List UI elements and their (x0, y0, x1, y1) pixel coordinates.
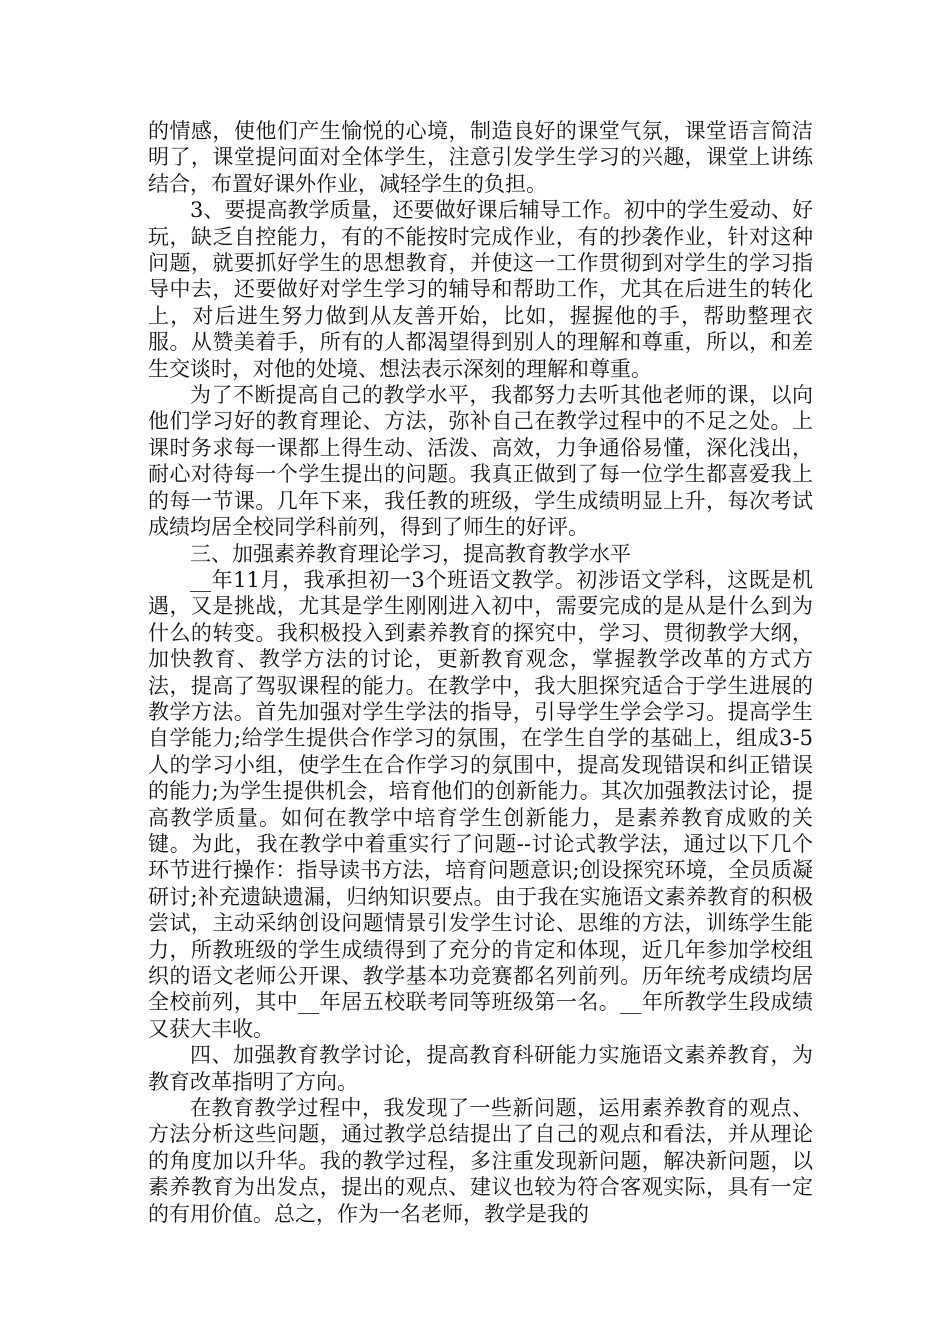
paragraph-7: 在教育教学过程中，我发现了一些新问题，运用素养教育的观点、方法分析这些问题，通过教学总结提出了自己的观点和看法，并从理论的角度加以升华。我的教学过程，多注重发现新问题，解决新问题，以素养教育为出发点，提出的观点、建议也较为符合客观实际，具有一定的有用价值。总之，作为一名老师，教学是我的 (148, 1096, 813, 1226)
document-page (148, 118, 813, 1227)
section-heading-3: 三、加强素养教育理论学习，提高教育教学水平 (190, 541, 631, 566)
section-heading-4: 四、加强教育教学讨论，提高教育科研能力实施语文素养教育，为教育改革指明了方向。 (148, 1043, 813, 1094)
paragraph-5: __年11月，我承担初一3个班语文教学。初涉语文学科，这既是机遇，又是挑战，尤其是学生刚刚进入初中，需要完成的是从是什么到为什么的转变。我积极投入到素养教育的探究中，学习、贯彻教学大纲，加快教育、教学方法的讨论，更新教育观念，掌握教学改革的方式方法，提高了驾驭课程的能力。在教学中，我大胆探究适合于学生进展的教学方法。首先加强对学生学法的指导，引导学生学会学习。提高学生自学能力;给学生提供合作学习的氛围，在学生自学的基础上，组成3-5人的学习小组，使学生在合作学习的氛围中，提高发现错误和纠正错误的能力;为学生提供机会，培育他们的创新能力。其次加强教法讨论，提高教学质量。如何在教学中培育学生创新能力，是素养教育成败的关键。为此，我在教学中着重实行了问题--讨论式教学法，通过以下几个环节进行操作：指导读书方法，培育问题意识;创设探究环境，全员质凝研讨;补充遗缺遗漏，归纳知识要点。由于我在实施语文素养教育的积极尝试，主动采纳创设问题情景引发学生讨论、思维的方法，训练学生能力，所教班级的学生成绩得到了充分的肯定和体现，近几年参加学校组织的语文老师公开课、教学基本功竞赛都名列前列。历年统考成绩均居全校前列，其中__年居五校联考同等班级第一名。__年所教学生段成绩又获大丰收。 (148, 567, 813, 1041)
paragraph-1: 的情感，使他们产生愉悦的心境，制造良好的课堂气氛，课堂语言简洁明了，课堂提问面对全体学生，注意引发学生学习的兴趣，课堂上讲练结合，布置好课外作业，减轻学生的负担。 (148, 119, 813, 196)
paragraph-3: 为了不断提高自己的教学水平，我都努力去听其他老师的课，以向他们学习好的教育理论、方法，弥补自己在教学过程中的不足之处。上课时务求每一课都上得生动、活泼、高效，力争通俗易懂，深化浅出，耐心对待每一个学生提出的问题。我真正做到了每一位学生都喜爱我上的每一节课。几年下来，我任教的班级，学生成绩明显上升，每次考试成绩均居全校同学科前列，得到了师生的好评。 (148, 383, 813, 540)
paragraph-2: 3、要提高教学质量，还要做好课后辅导工作。初中的学生爱动、好玩，缺乏自控能力，有的不能按时完成作业，有的抄袭作业，针对这种问题，就要抓好学生的思想教育，并使这一工作贯彻到对学生的学习指导中去，还要做好对学生学习的辅导和帮助工作，尤其在后进生的转化上，对后进生努力做到从友善开始，比如，握握他的手，帮助整理衣服。从赞美着手，所有的人都渴望得到别人的理解和尊重，所以，和差生交谈时，对他的处境、想法表示深刻的理解和尊重。 (148, 198, 813, 381)
